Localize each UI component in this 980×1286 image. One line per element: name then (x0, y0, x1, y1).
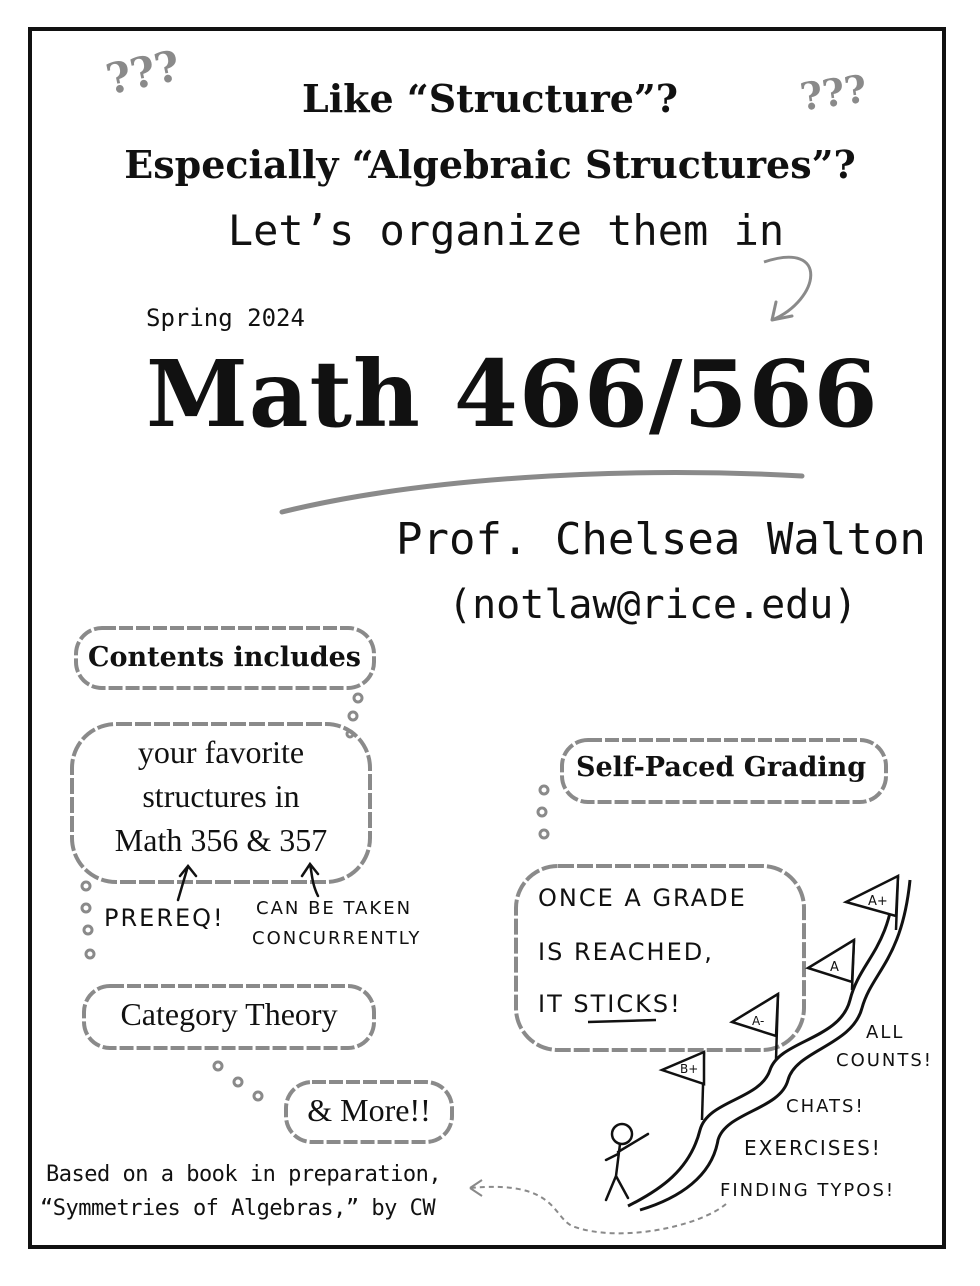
instructor-name: Prof. Chelsea Walton (396, 514, 926, 565)
grading-item-chats: CHATS! (786, 1096, 865, 1117)
header-line-3: Let’s organize them in (227, 206, 785, 255)
contents-heading: Contents includes (88, 642, 361, 673)
question-marks-left: ??? (101, 40, 185, 105)
all-counts-line-1: ALL (866, 1022, 905, 1043)
flag-a: A (830, 960, 839, 975)
grading-item-exercises: EXERCISES! (744, 1136, 882, 1160)
instructor-email: (notlaw@rice.edu) (448, 582, 858, 628)
header-line-2: Especially “Algebraic Structures”? (124, 142, 856, 187)
footer-line-1: Based on a book in preparation, (46, 1162, 442, 1187)
footer-line-2: “Symmetries of Algebras,” by CW (40, 1196, 436, 1221)
question-marks-right: ??? (797, 65, 870, 120)
flag-a-plus: A+ (868, 894, 888, 909)
grading-heading: Self-Paced Grading (576, 752, 867, 783)
grading-note-line-2: IS REACHED, (538, 938, 714, 966)
grading-item-typos: FINDING TYPOS! (720, 1180, 896, 1201)
flag-a-minus: A- (752, 1014, 765, 1028)
all-counts-line-2: COUNTS! (836, 1050, 934, 1071)
contents-item-3: & More!! (307, 1092, 431, 1128)
concurrent-note-line-2: CONCURRENTLY (252, 928, 422, 949)
contents-item-1-line-1: your favorite (137, 734, 305, 770)
contents-item-1-line-3: Math 356 & 357 (114, 822, 328, 858)
header-line-1: Like “Structure”? (301, 76, 679, 121)
prereq-note: PREREQ! (104, 904, 225, 932)
course-term: Spring 2024 (146, 304, 305, 332)
contents-item-2: Category Theory (120, 996, 338, 1032)
contents-item-1-line-2: structures in (142, 778, 300, 814)
grading-note-line-3: IT STICKS! (538, 990, 682, 1018)
flag-b-plus: B+ (680, 1062, 699, 1076)
course-title: Math 466/566 (146, 340, 879, 448)
concurrent-note-line-1: CAN BE TAKEN (256, 898, 413, 919)
grading-note-line-1: ONCE A GRADE (538, 884, 747, 912)
